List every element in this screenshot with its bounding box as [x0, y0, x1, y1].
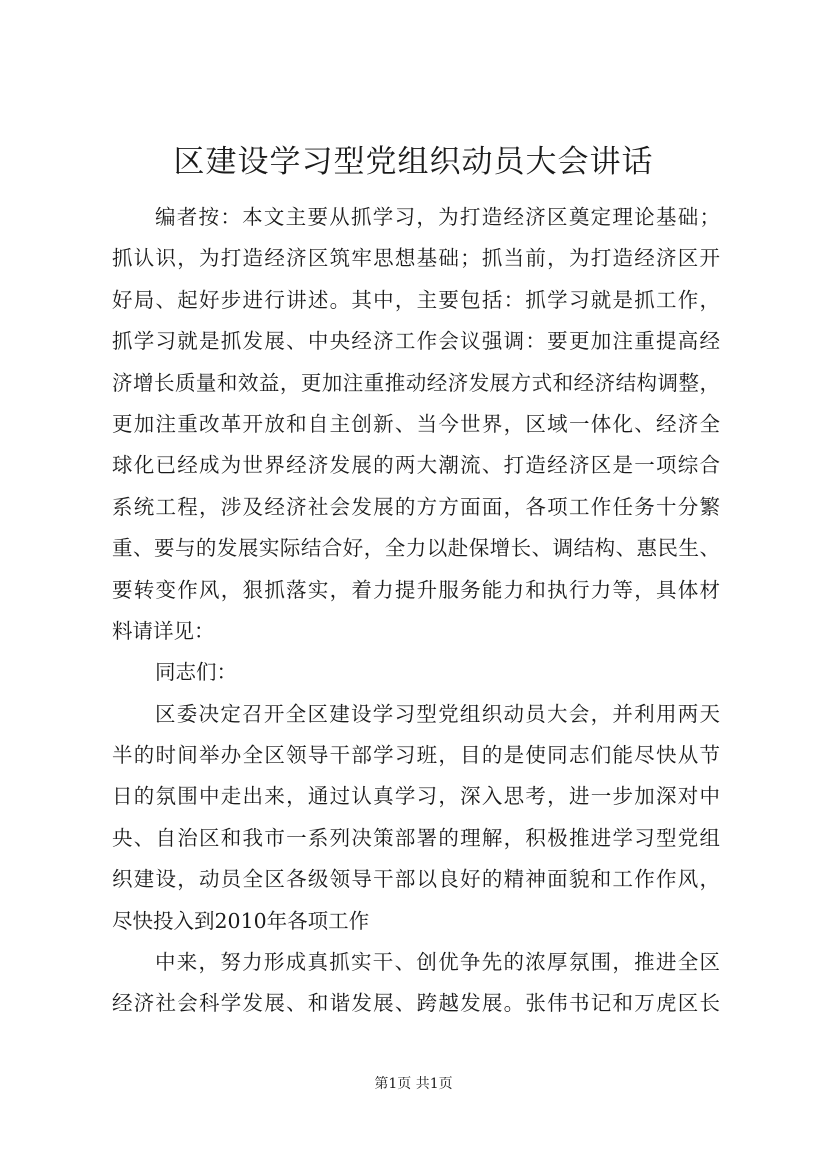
text-line: 半的时间举办全区领导干部学习班，目的是使同志们能尽快从节 — [112, 743, 720, 768]
text-line: 编者按：本文主要从抓学习，为打造经济区奠定理论基础； — [155, 205, 720, 229]
text-line: 好局、起好步进行讲述。其中，主要包括：抓学习就是抓工作， — [112, 287, 720, 312]
text-line: 济增长质量和效益，更加注重推动经济发展方式和经济结构调整， — [112, 370, 720, 395]
text-line: 织建设，动员全区各级领导干部以良好的精神面貌和工作作风， — [112, 867, 720, 892]
text-line: 区委决定召开全区建设学习型党组织动员大会，并利用两天 — [155, 701, 720, 726]
text-line: 系统工程，涉及经济社会发展的方方面面，各项工作任务十分繁 — [112, 494, 720, 519]
text-line: 同志们： — [155, 660, 237, 685]
page-footer: 第1页 共1页 — [374, 1076, 453, 1092]
text-line: 日的氛围中走出来，通过认真学习，深入思考，进一步加深对中 — [112, 784, 720, 809]
text-line: 抓学习就是抓发展、中央经济工作会议强调：要更加注重提高经 — [112, 329, 720, 354]
text-line: 央、自治区和我市一系列决策部署的理解，积极推进学习型党组 — [112, 825, 720, 850]
text-line: 尽快投入到2010年各项工作 — [112, 908, 370, 933]
text-line: 更加注重改革开放和自主创新、当今世界，区域一体化、经济全 — [112, 411, 720, 436]
text-line: 料请详见： — [112, 618, 215, 643]
text-line: 中来，努力形成真抓实干、创优争先的浓厚氛围，推进全区 — [155, 950, 720, 975]
text-line: 重、要与的发展实际结合好，全力以赴保增长、调结构、惠民生、 — [112, 536, 720, 561]
text-line: 抓认识，为打造经济区筑牢思想基础；抓当前，为打造经济区开 — [112, 246, 720, 271]
document-title: 区建设学习型党组织动员大会讲话 — [173, 144, 654, 180]
document-body — [112, 197, 720, 1025]
text-line: 经济社会科学发展、和谐发展、跨越发展。张伟书记和万虎区长 — [112, 991, 720, 1016]
text-line: 球化已经成为世界经济发展的两大潮流、打造经济区是一项综合 — [112, 453, 720, 478]
text-line: 要转变作风，狠抓落实，着力提升服务能力和执行力等，具体材 — [112, 577, 720, 602]
